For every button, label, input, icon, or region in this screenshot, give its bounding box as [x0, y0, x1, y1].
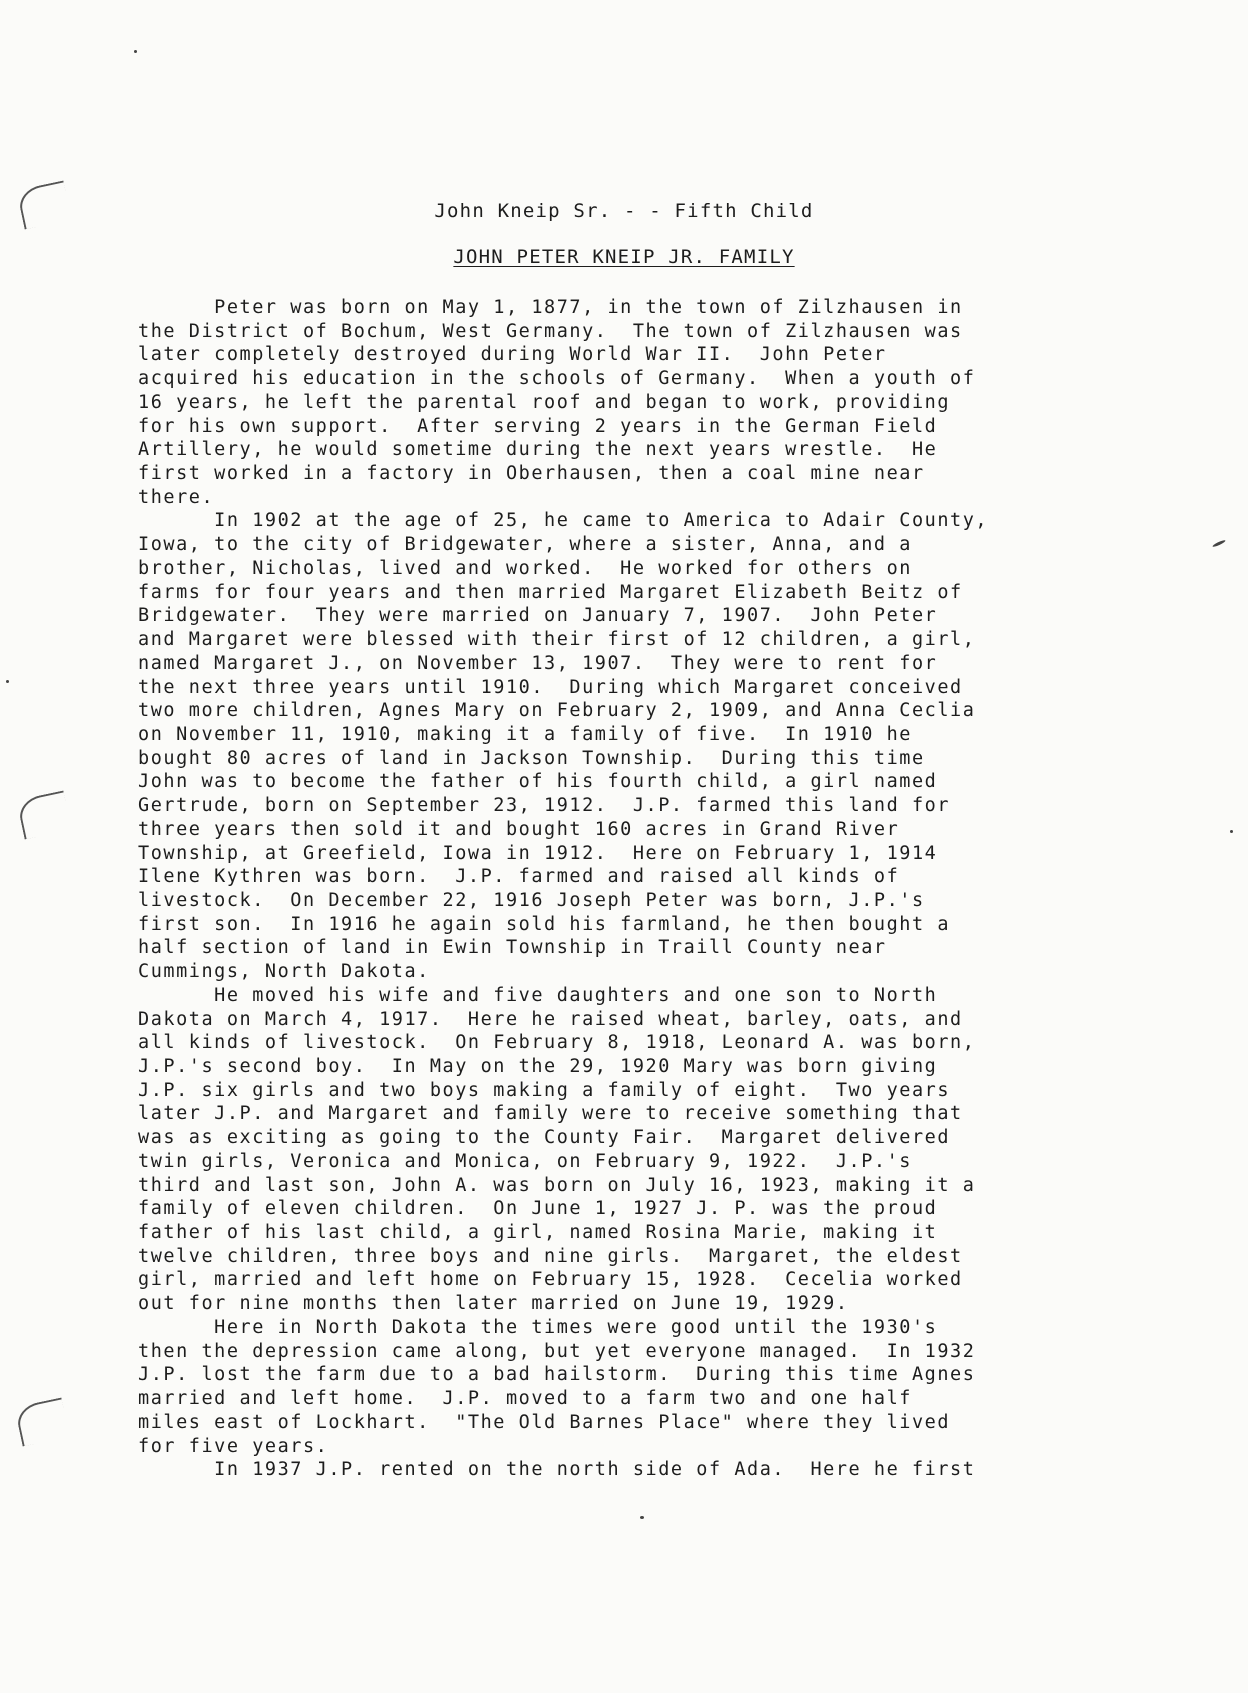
text-line: for five years.	[138, 1435, 329, 1457]
text-line: and Margaret were blessed with their first of 12 children, a girl,	[138, 629, 976, 651]
text-line: later J.P. and Margaret and family were to receive something that	[138, 1103, 963, 1125]
text-line: In 1937 J.P. rented on the north side of Ada. Here he first	[138, 1459, 976, 1481]
text-line: two more children, Agnes Mary on February 2, 1909, and Anna Ceclia	[138, 700, 976, 722]
scan-speck	[1230, 830, 1233, 833]
text-line: on November 11, 1910, making it a family of five. In 1910 he	[138, 723, 912, 745]
punch-hole-mark	[16, 790, 71, 839]
text-line: was as exciting as going to the County Fair. Margaret delivered	[138, 1127, 951, 1149]
text-line: Cummings, North Dakota.	[138, 961, 430, 983]
text-line: half section of land in Ewin Township in Traill County near	[138, 937, 887, 959]
punch-hole-mark	[14, 1397, 69, 1446]
text-line: 16 years, he left the parental roof and began to work, providing	[138, 391, 951, 413]
text-line: girl, married and left home on February 15, 1928. Cecelia worked	[138, 1269, 963, 1291]
text-line: Township, at Greefield, Iowa in 1912. Here on February 1, 1914	[138, 842, 938, 864]
text-line: the next three years until 1910. During which Margaret conceived	[138, 676, 963, 698]
text-line: Bridgewater. They were married on January 7, 1907. John Peter	[138, 605, 938, 627]
text-line: twelve children, three boys and nine girls. Margaret, the eldest	[138, 1245, 963, 1267]
text-line: farms for four years and then married Margaret Elizabeth Beitz of	[138, 581, 963, 603]
text-line: out for nine months then later married on June 19, 1929.	[138, 1293, 849, 1315]
document-title: JOHN PETER KNEIP JR. FAMILY	[453, 246, 795, 268]
text-line: all kinds of livestock. On February 8, 1918, Leonard A. was born,	[138, 1032, 976, 1054]
text-line: there.	[138, 486, 215, 508]
text-line: father of his last child, a girl, named Rosina Marie, making it	[138, 1222, 938, 1244]
text-line: later completely destroyed during World War II. John Peter	[138, 344, 887, 366]
text-line: acquired his education in the schools of Germany. When a youth of	[138, 368, 976, 390]
document-body	[138, 296, 1088, 1482]
text-line: Gertrude, born on September 23, 1912. J.P. farmed this land for	[138, 795, 951, 817]
text-line: first son. In 1916 he again sold his farmland, he then bought a	[138, 913, 951, 935]
scan-speck	[1212, 539, 1226, 548]
text-line: the District of Bochum, West Germany. The town of Zilzhausen was	[138, 320, 963, 342]
text-line: for his own support. After serving 2 years in the German Field	[138, 415, 938, 437]
text-line: J.P.'s second boy. In May on the 29, 1920 Mary was born giving	[138, 1056, 938, 1077]
text-line: then the depression came along, but yet everyone managed. In 1932	[138, 1340, 976, 1362]
text-line: third and last son, John A. was born on July 16, 1923, making it a	[138, 1174, 976, 1196]
text-line: Artillery, he would sometime during the next years wrestle. He	[138, 439, 938, 461]
text-line: miles east of Lockhart. "The Old Barnes Place" where they lived	[138, 1411, 951, 1433]
text-line: He moved his wife and five daughters and one son to North	[138, 984, 938, 1006]
text-line: Ilene Kythren was born. J.P. farmed and raised all kinds of	[138, 866, 900, 888]
text-line: twin girls, Veronica and Monica, on February 9, 1922. J.P.'s	[138, 1150, 912, 1172]
text-line: J.P. six girls and two boys making a family of eight. Two years	[138, 1079, 951, 1101]
text-line: livestock. On December 22, 1916 Joseph Peter was born, J.P.'s	[138, 889, 925, 911]
text-line: Iowa, to the city of Bridgewater, where a sister, Anna, and a	[138, 534, 912, 556]
scan-speck	[640, 1516, 644, 1519]
text-line: Dakota on March 4, 1917. Here he raised wheat, barley, oats, and	[138, 1008, 963, 1030]
text-line: first worked in a factory in Oberhausen, then a coal mine near	[138, 463, 925, 485]
text-line: named Margaret J., on November 13, 1907. They were to rent for	[138, 652, 938, 674]
text-line: married and left home. J.P. moved to a farm two and one half	[138, 1388, 912, 1410]
text-line: family of eleven children. On June 1, 1927 J. P. was the proud	[138, 1198, 938, 1220]
scan-speck	[6, 680, 9, 683]
text-line: three years then sold it and bought 160 acres in Grand River	[138, 818, 900, 840]
text-line: J.P. lost the farm due to a bad hailstorm. During this time Agnes	[138, 1364, 976, 1386]
text-line: Peter was born on May 1, 1877, in the town of Zilzhausen in	[138, 297, 963, 318]
text-line: John was to become the father of his fourth child, a girl named	[138, 771, 938, 793]
scan-speck	[134, 50, 137, 53]
text-line: brother, Nicholas, lived and worked. He worked for others on	[138, 557, 912, 579]
text-line: In 1902 at the age of 25, he came to America to Adair County,	[138, 510, 989, 532]
document-header: John Kneip Sr. - - Fifth Child	[434, 200, 814, 222]
text-line: bought 80 acres of land in Jackson Township. During this time	[138, 747, 925, 769]
text-line: Here in North Dakota the times were good until the 1930's	[138, 1316, 938, 1338]
